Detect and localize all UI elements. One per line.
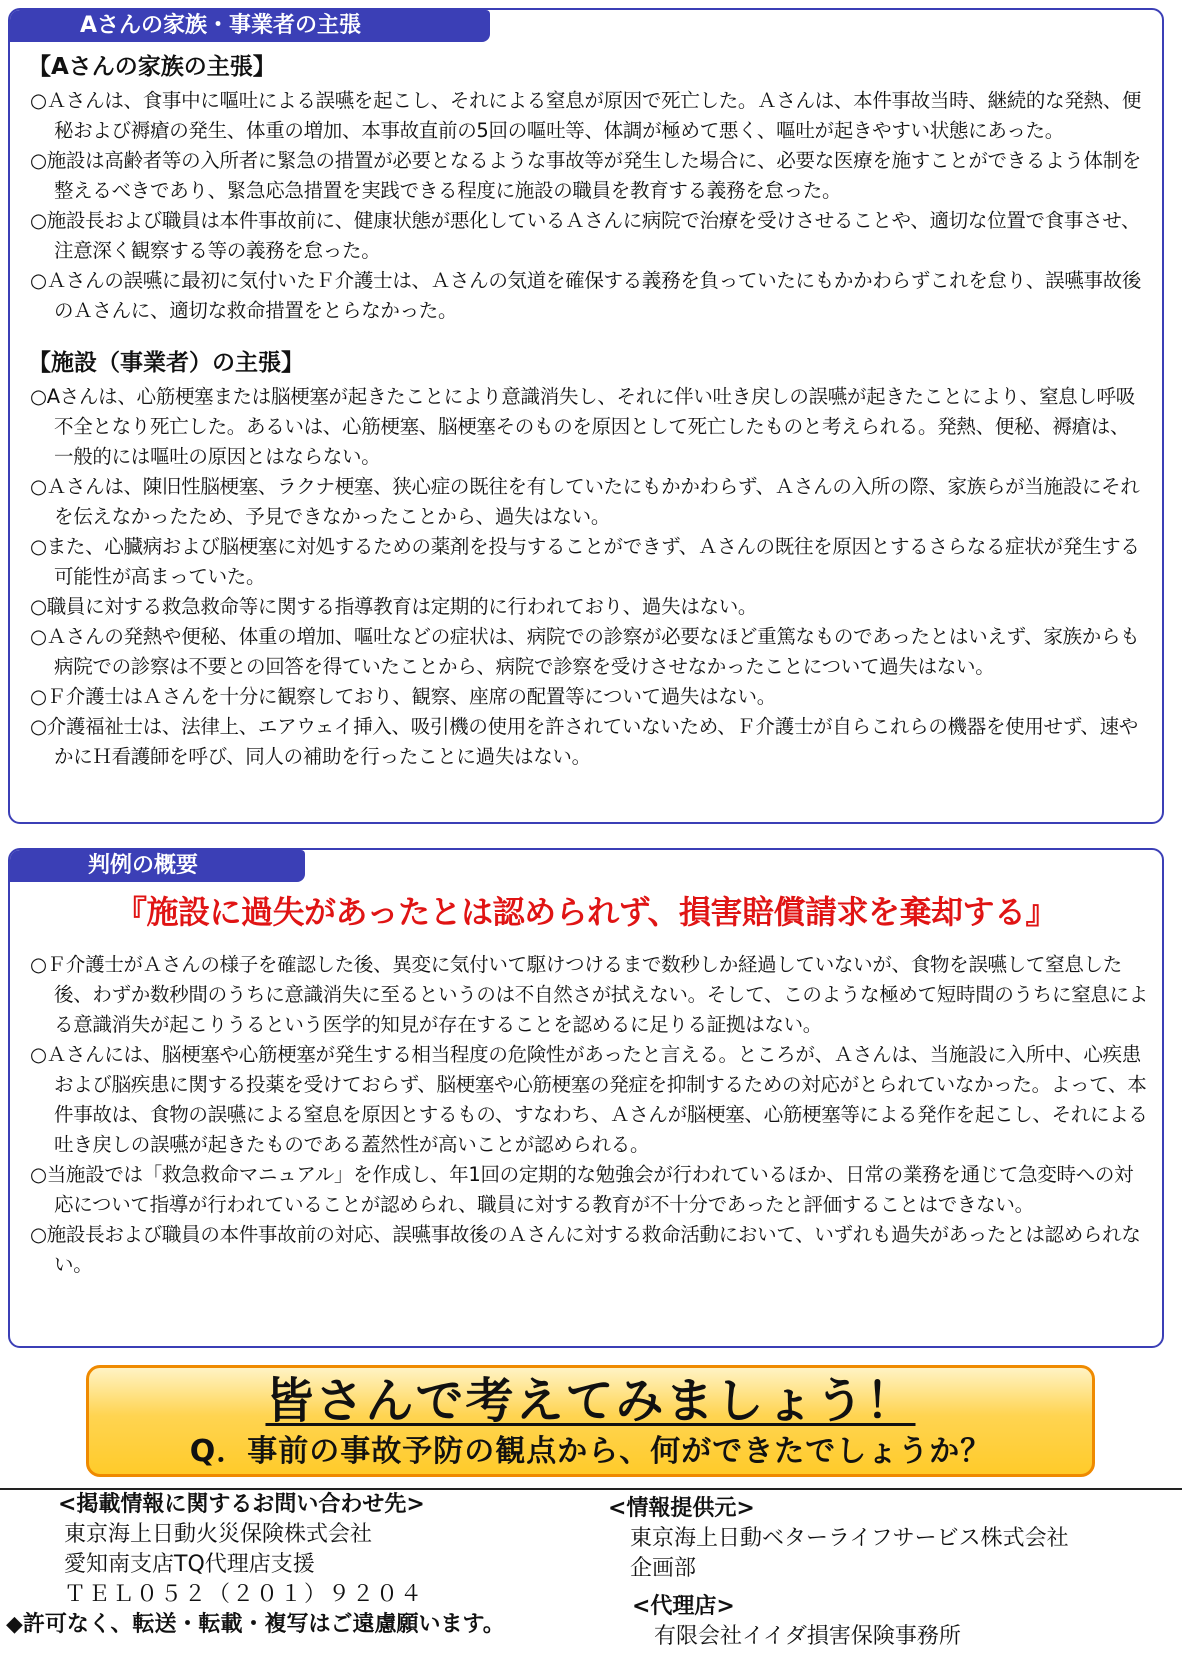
facility-item: ○Ｆ介護士はＡさんを十分に観察しており、観察、座席の配置等について過失はない。	[30, 685, 776, 708]
provider-title: <情報提供元>	[608, 1496, 755, 1521]
provider-line: 企画部	[630, 1556, 697, 1581]
agency-title: <代理店>	[632, 1594, 735, 1619]
contact-title: <掲載情報に関するお問い合わせ先>	[58, 1492, 425, 1517]
judgment-content	[30, 950, 1148, 1280]
verdict-title: 『施設に過失があったとは認められず、損害賠償請求を棄却する』	[114, 893, 1058, 931]
contact-line: 愛知南支店TQ代理店支援	[64, 1552, 315, 1577]
agency-line: 有限会社イイダ損害保険事務所	[654, 1624, 961, 1649]
contact-line: ＴＥＬ０５２（２０１）９２０４	[64, 1582, 425, 1607]
copy-notice: ◆許可なく、転送・転載・複写はご遠慮願います。	[6, 1612, 505, 1637]
judgment-item: ○当施設では「救急救命マニュアル」を作成し、年1回の定期的な勉強会が行われているほか、日常の業務を通じて急変時への対応について指導が行われていることが認められ、職員に対する教育が不十分であったと評価することはできない。	[30, 1163, 1134, 1216]
facility-item: ○Ａさんは、陳旧性脳梗塞、ラクナ梗塞、狭心症の既往を有していたにもかかわらず、Ａさんの入所の際、家族らが当施設にそれを伝えなかったため、予見できなかったことから、過失はない。	[30, 475, 1140, 528]
facility-item: ○職員に対する救急救命等に関する指導教育は定期的に行われており、過失はない。	[30, 595, 758, 618]
claims-panel	[8, 8, 1164, 824]
provider-line: 東京海上日動ベターライフサービス株式会社	[630, 1526, 1069, 1551]
judgment-panel	[8, 848, 1164, 1348]
family-heading: 【Aさんの家族の主張】	[28, 54, 276, 80]
claims-tab: Aさんの家族・事業者の主張	[10, 10, 490, 42]
facility-item: ○介護福祉士は、法律上、エアウェイ挿入、吸引機の使用を許されていないため、Ｆ介護士が自らこれらの機器を使用せず、速やかにＨ看護師を呼び、同人の補助を行ったことに過失はない。	[30, 715, 1138, 768]
facility-item: ○Ａさんの発熱や便秘、体重の増加、嘔吐などの症状は、病院での診察が必要なほど重篤なものであったとはいえず、家族からも病院での診察は不要との回答を得ていたことから、病院で診察を受けさせなかったことについて過失はない。	[30, 625, 1140, 678]
banner-question: Q．事前の事故予防の観点から、何ができたでしょうか？	[189, 1434, 992, 1469]
contact-line: 東京海上日動火災保険株式会社	[64, 1522, 373, 1547]
judgment-item: ○Ａさんには、脳梗塞や心筋梗塞が発生する相当程度の危険性があったと言える。ところが、Ａさんは、当施設に入所中、心疾患および脳疾患に関する投薬を受けておらず、脳梗塞や心筋梗塞の発症を抑制するための対応がとられていなかった。よって、本件事故は、食物の誤嚥による窒息を原因とするもの、すなわち、Ａさんが脳梗塞、心筋梗塞等による発作を起こし、それによる吐き戻しの誤嚥が起きたものである蓋然性が高いことが認められる。	[30, 1043, 1148, 1156]
family-item: ○施設は高齢者等の入所者に緊急の措置が必要となるような事故等が発生した場合に、必要な医療を施すことができるよう体制を整えるべきであり、緊急応急措置を実践できる程度に施設の職員を教育する義務を怠った。	[30, 149, 1142, 202]
facility-heading: 【施設（事業者）の主張】	[28, 350, 304, 376]
discussion-banner	[86, 1365, 1095, 1477]
family-item: ○Ａさんは、食事中に嘔吐による誤嚥を起こし、それによる窒息が原因で死亡した。Ａさんは、本件事故当時、継続的な発熱、便秘および褥瘡の発生、体重の増加、本事故直前の5回の嘔吐等、体調が極めて悪く、嘔吐が起きやすい状態にあった。	[30, 89, 1142, 142]
facility-item: ○Aさんは、心筋梗塞または脳梗塞が起きたことにより意識消失し、それに伴い吐き戻しの誤嚥が起きたことにより、窒息し呼吸不全となり死亡した。あるいは、心筋梗塞、脳梗塞そのものを原因として死亡したものと考えられる。発熱、便秘、褥瘡は、一般的には嘔吐の原因とはならない。	[30, 385, 1135, 468]
family-item: ○Ａさんの誤嚥に最初に気付いたＦ介護士は、Ａさんの気道を確保する義務を負っていたにもかかわらずこれを怠り、誤嚥事故後のＡさんに、適切な救命措置をとらなかった。	[30, 269, 1142, 322]
banner-title: 皆さんで考えてみましょう！	[265, 1373, 916, 1429]
claims-content	[30, 52, 1148, 772]
judgment-item: ○施設長および職員の本件事故前の対応、誤嚥事故後のＡさんに対する救命活動において、いずれも過失があったとは認められない。	[30, 1223, 1141, 1276]
judgment-tab: 判例の概要	[10, 850, 305, 882]
facility-item: ○また、心臓病および脳梗塞に対処するための薬剤を投与することができず、Ａさんの既往を原因とするさらなる症状が発生する可能性が高まっていた。	[30, 535, 1140, 588]
family-item: ○施設長および職員は本件事故前に、健康状態が悪化しているＡさんに病院で治療を受けさせることや、適切な位置で食事させ、注意深く観察する等の義務を怠った。	[30, 209, 1141, 262]
judgment-item: ○Ｆ介護士がＡさんの様子を確認した後、異変に気付いて駆けつけるまで数秒しか経過していないが、食物を誤嚥して窒息した後、わずか数秒間のうちに意識消失に至るというのは不自然さが拭えない。そして、このような極めて短時間のうちに窒息による意識消失が起こりうるという医学的知見が存在することを認めるに足りる証拠はない。	[30, 953, 1149, 1036]
provider-info	[608, 1494, 1069, 1652]
contact-info	[40, 1490, 425, 1610]
